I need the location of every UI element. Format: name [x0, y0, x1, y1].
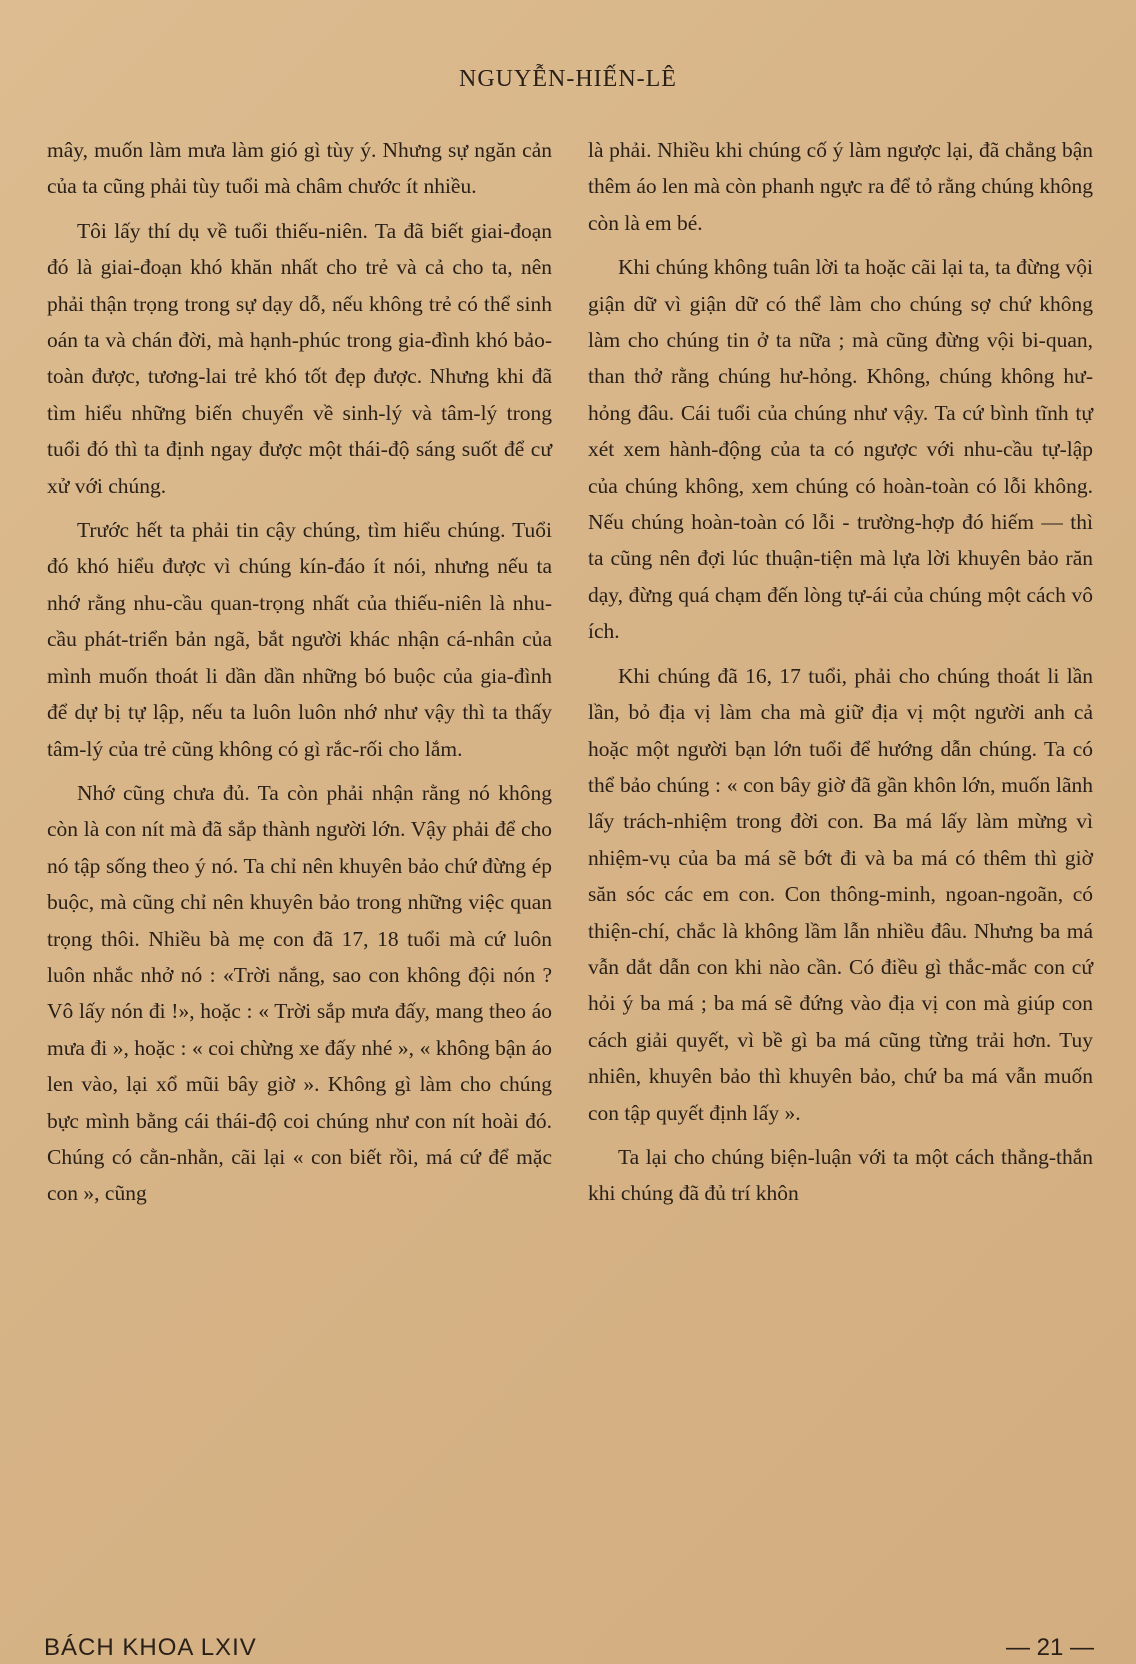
left-column — [47, 132, 552, 1220]
paragraph: Nhớ cũng chưa đủ. Ta còn phải nhận rằng nó không còn là con nít mà đã sắp thành người lớn. Vậy phải để cho nó tập sống theo ý nó. Ta chỉ nên khuyên bảo chứ đừng ép buộc, mà cũng chỉ nên khuyên bảo trong những việc quan trọng thôi. Nhiều bà mẹ con đã 17, 18 tuổi mà cứ luôn luôn nhắc nhở nó : «Trời nắng, sao con không đội nón ? Vô lấy nón đi !», hoặc : « Trời sắp mưa đấy, mang theo áo mưa đi », hoặc : « coi chừng xe đấy nhé », « không bận áo len vào, lại xổ mũi bây giờ ». Không gì làm cho chúng bực mình bằng cái thái-độ coi chúng như con nít hoài đó. Chúng có cằn-nhằn, cãi lại « con biết rồi, má cứ để mặc con », cũng — [47, 780, 552, 1206]
page-header: NGUYỄN-HIẾN-LÊ — [459, 66, 677, 92]
paragraph: Khi chúng không tuân lời ta hoặc cãi lại ta, ta đừng vội giận dữ vì giận dữ có thể làm cho chúng sợ chứ không làm cho chúng tin ở ta nữa ; mà cũng đừng vội bi-quan, than thở rằng chúng hư-hỏng. Không, chúng không hư-hỏng đâu. Cái tuổi của chúng như vậy. Ta cứ bình tĩnh tự xét xem hành-động của ta có ngược với nhu-cầu tự-lập của chúng không, xem chúng có hoàn-toàn có lỗi không. Nếu chúng hoàn-toàn có lỗi - trường-hợp đó hiếm — thì ta cũng nên đợi lúc thuận-tiện mà lựa lời khuyên bảo răn dạy, đừng quá chạm đến lòng tự-ái của chúng một cách vô ích. — [588, 255, 1093, 644]
paragraph: Khi chúng đã 16, 17 tuổi, phải cho chúng thoát li lần lần, bỏ địa vị làm cha mà giữ địa vị một người anh cả hoặc một người bạn lớn tuổi để hướng dẫn chúng. Ta có thể bảo chúng : « con bây giờ đã gần khôn lớn, muốn lãnh lấy trách-nhiệm trong đời con. Ba má lấy làm mừng vì nhiệm-vụ của ba má sẽ bớt đi và ba má có thêm thì giờ săn sóc các em con. Con thông-minh, ngoan-ngoãn, có thiện-chí, chắc là không lầm lẫn nhiều đâu. Nhưng ba má vẫn dắt dẫn con khi nào cần. Có điều gì thắc-mắc con cứ hỏi ý ba má ; ba má sẽ đứng vào địa vị con mà giúp con cách giải quyết, vì bề gì ba má cũng từng trải hơn. Tuy nhiên, khuyên bảo thì khuyên bảo, chứ ba má vẫn muốn con tập quyết định lấy ». — [588, 663, 1093, 1125]
journal-name: BÁCH KHOA LXIV — [44, 1634, 257, 1661]
paragraph: mây, muốn làm mưa làm gió gì tùy ý. Nhưng sự ngăn cản của ta cũng phải tùy tuổi mà châm chước ít nhiều. — [47, 138, 552, 199]
right-column — [588, 132, 1093, 1220]
paragraph: Tôi lấy thí dụ về tuổi thiếu-niên. Ta đã biết giai-đoạn đó là giai-đoạn khó khăn nhất cho trẻ và cả cho ta, nên phải thận trọng trong sự dạy dỗ, nếu không trẻ có thể sinh oán ta và chán đời, mà hạnh-phúc trong gia-đình khó bảo-toàn được, tương-lai trẻ khó tốt đẹp được. Nhưng khi đã tìm hiểu những biến chuyển về sinh-lý và tâm-lý trong tuổi đó thì ta định ngay được một thái-độ sáng suốt để cư xử với chúng. — [47, 218, 552, 498]
paragraph: là phải. Nhiều khi chúng cố ý làm ngược lại, đã chẳng bận thêm áo len mà còn phanh ngực ra để tỏ rằng chúng không còn là em bé. — [588, 138, 1093, 235]
page-number: — 21 — — [1005, 1634, 1094, 1661]
paragraph: Ta lại cho chúng biện-luận với ta một cách thẳng-thắn khi chúng đã đủ trí khôn — [588, 1144, 1093, 1206]
paragraph: Trước hết ta phải tin cậy chúng, tìm hiểu chúng. Tuổi đó khó hiểu được vì chúng kín-đáo ít nói, nhưng nếu ta nhớ rằng nhu-cầu quan-trọng nhất của thiếu-niên là nhu-cầu phát-triển bản ngã, bắt người khác nhận cá-nhân của mình muốn thoát li dần dần những bó buộc của gia-đình để dự bị tự lập, nếu ta luôn luôn nhớ như vậy thì ta thấy tâm-lý của trẻ cũng không có gì rắc-rối cho lắm. — [47, 518, 552, 761]
